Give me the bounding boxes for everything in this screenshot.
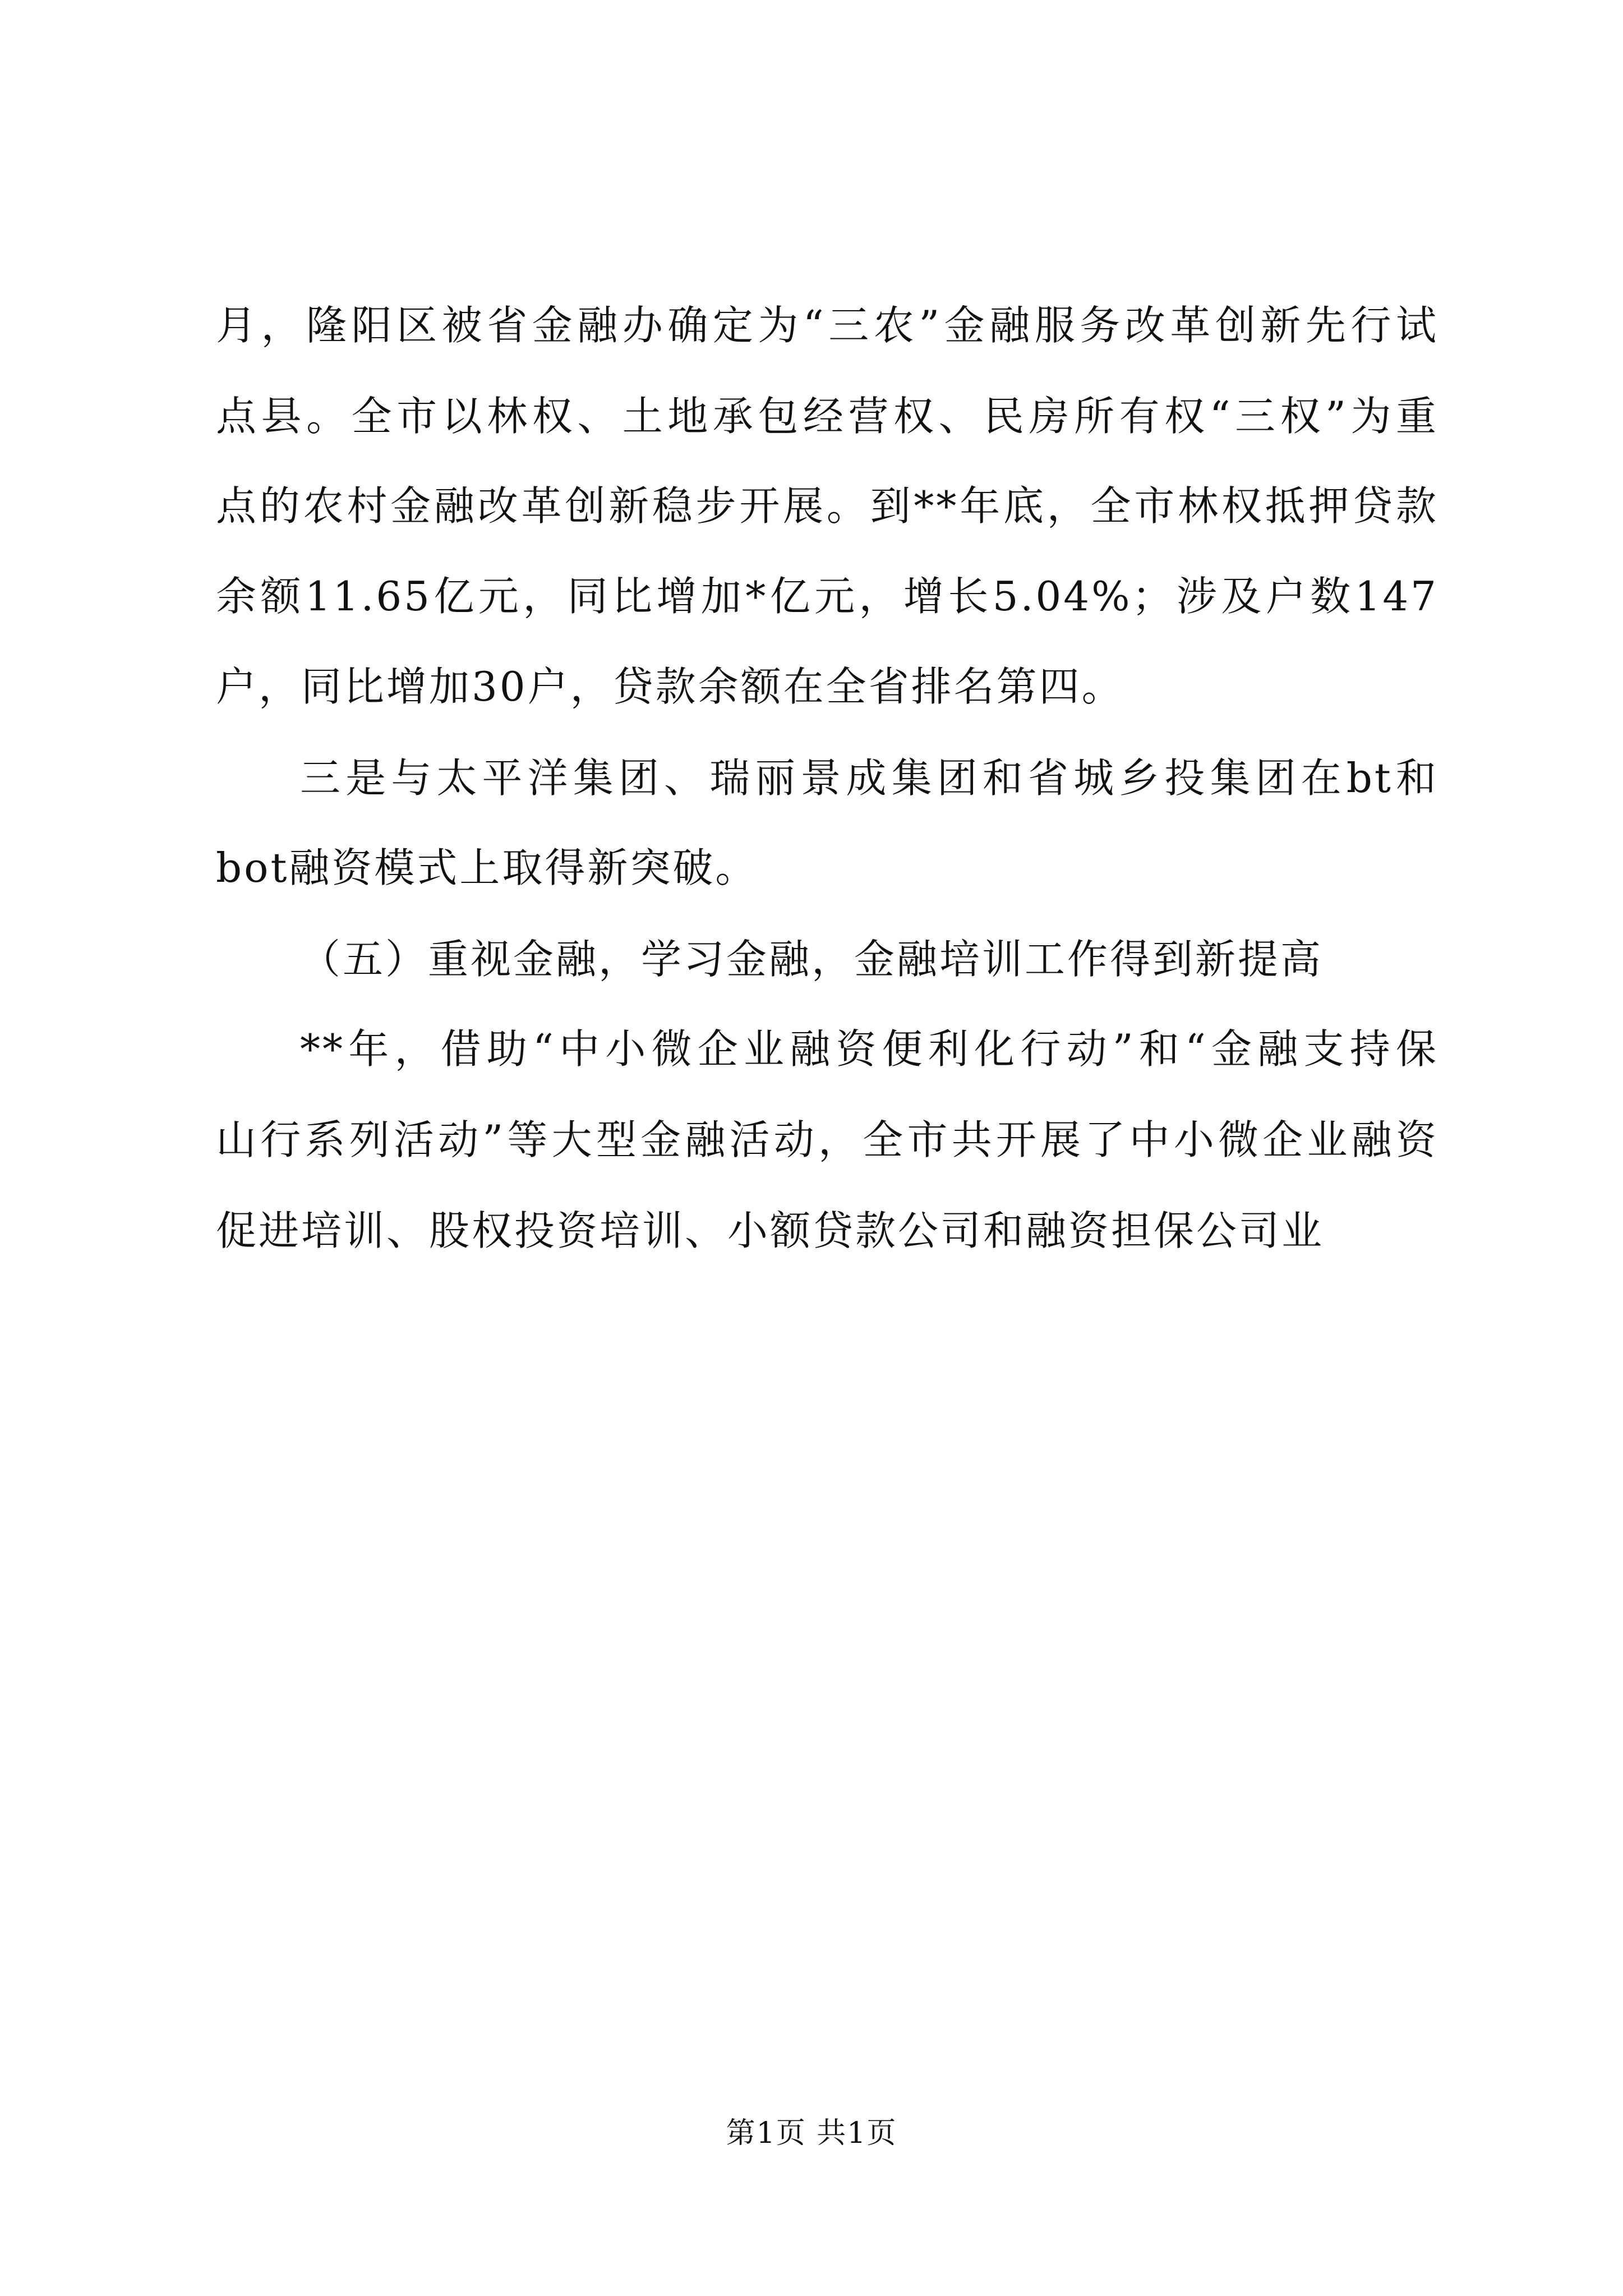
body-line-6: 三是与太平洋集团、瑞丽景成集团和省城乡投集团在bt和	[300, 754, 1438, 802]
body-line-5: 户，同比增加30户，贷款余额在全省排名第四。	[216, 663, 1124, 710]
body-line-7: bot融资模式上取得新突破。	[216, 844, 758, 891]
body-line-9: 山行系列活动”等大型金融活动，全市共开展了中小微企业融资	[216, 1116, 1438, 1163]
body-line-2: 点县。全市以林权、土地承包经营权、民房所有权“三权”为重	[216, 393, 1438, 440]
body-line-3: 点的农村金融改革创新稳步开展。到**年底，全市林权抵押贷款	[216, 482, 1438, 530]
body-line-4: 余额11.65亿元，同比增加*亿元，增长5.04%；涉及户数147	[216, 573, 1438, 620]
body-line-10: 促进培训、股权投资培训、小额贷款公司和融资担保公司业	[216, 1207, 1325, 1254]
body-line-8: **年，借助“中小微企业融资便利化行动”和“金融支持保	[300, 1025, 1438, 1073]
section-heading: （五）重视金融，学习金融，金融培训工作得到新提高	[300, 936, 1324, 983]
page-footer: 第1页 共1页	[726, 2116, 897, 2150]
body-line-1: 月，隆阳区被省金融办确定为“三农”金融服务改革创新先行试	[216, 302, 1438, 349]
